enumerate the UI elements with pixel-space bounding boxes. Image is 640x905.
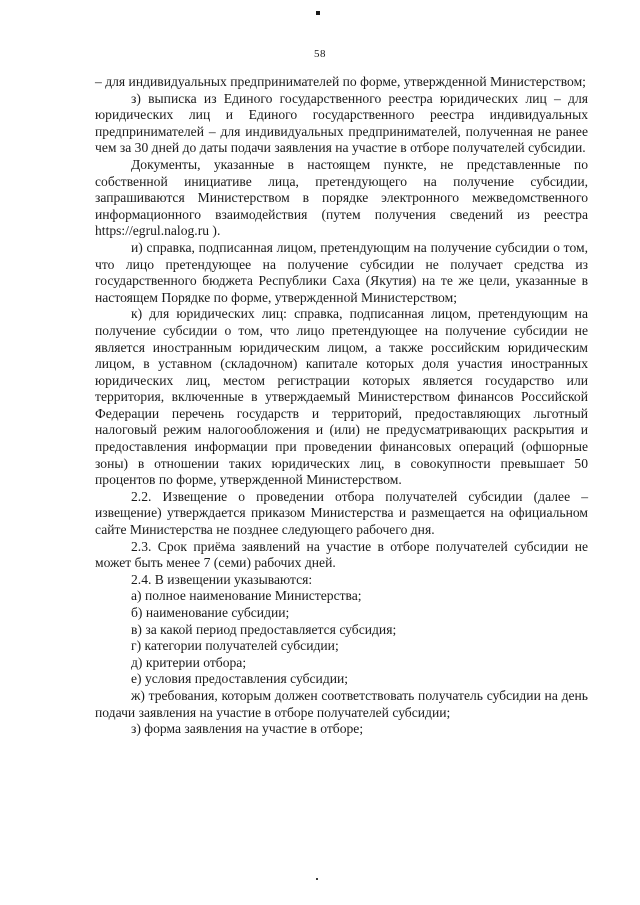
- paragraph-v: в) за какой период предоставляется субсидия;: [131, 621, 397, 637]
- paragraph-zh: ж) требования, которым должен соответствовать получатель субсидии на день подачи заявления на участие в отборе получателей субсидии;: [95, 687, 588, 720]
- scan-mark-top: [316, 11, 320, 15]
- paragraph-a: а) полное наименование Министерства;: [131, 588, 362, 604]
- paragraph-ip-form: – для индивидуальных предпринимателей по форме, утвержденной Министерством;: [95, 74, 586, 89]
- scan-mark-bottom: [316, 878, 318, 880]
- paragraph-z: з) выписка из Единого государственного реестра юридических лиц – для юридических лиц и Единого государственного реестра индивидуальных предпринимателей – для индивидуальных предпринимателей, полученная не ранее чем за 30 дней до даты подачи заявления на участие в отборе получателей субсидии.: [95, 90, 588, 156]
- paragraph-g: г) категории получателей субсидии;: [131, 638, 339, 654]
- paragraph-2-4: 2.4. В извещении указываются:: [131, 571, 313, 587]
- paragraph-b: б) наименование субсидии;: [131, 605, 290, 620]
- paragraph-d: д) критерии отбора;: [131, 654, 247, 670]
- paragraph-e: е) условия предоставления субсидии;: [131, 671, 349, 687]
- paragraph-docs: Документы, указанные в настоящем пункте, не представленные по собственной инициативе лица, претендующего на получение субсидии, запрашиваются Министерством в порядке электронного межведомственного информационного взаимодействия (путем получения сведений из реестра https://egrul.nalog.ru ).: [95, 156, 588, 239]
- paragraph-k: к) для юридических лиц: справка, подписанная лицом, претендующим на получение субсидии о том, что лицо претендующее на получение субсидии не является иностранным юридическим лицом, а также российским юридическим лицом, в уставном (складочном) капитале которых доля участия иностранных юридических лиц, местом регистрации которых является государство или территория, включенные в утверждаемый Министерством финансов Российской Федерации перечень государств и территорий, предоставляющих льготный налоговый режим налогообложения и (или) не предусматривающих раскрытия и предоставления информации при проведении финансовых операций (офшорные зоны) в отношении таких юридических лиц, в совокупности превышает 50 процентов по форме, утвержденной Министерством.: [95, 306, 588, 488]
- paragraph-2-2: 2.2. Извещение о проведении отбора получателей субсидии (далее – извещение) утверждается приказом Министерства и размещается на официальном сайте Министерства не позднее следующего рабочего дня.: [95, 488, 588, 538]
- document-body: [95, 74, 588, 738]
- paragraph-z2: з) форма заявления на участие в отборе;: [131, 721, 364, 737]
- page-number: 58: [314, 48, 326, 60]
- paragraph-2-3: 2.3. Срок приёма заявлений на участие в отборе получателей субсидии не может быть менее 7 (семи) рабочих дней.: [95, 538, 588, 571]
- paragraph-i: и) справка, подписанная лицом, претендующим на получение субсидии о том, что лицо претендующее на получение субсидии не получает средства из государственного бюджета Республики Саха (Якутия) на те же цели, указанные в настоящем Порядке по форме, утвержденной Министерством;: [95, 239, 588, 305]
